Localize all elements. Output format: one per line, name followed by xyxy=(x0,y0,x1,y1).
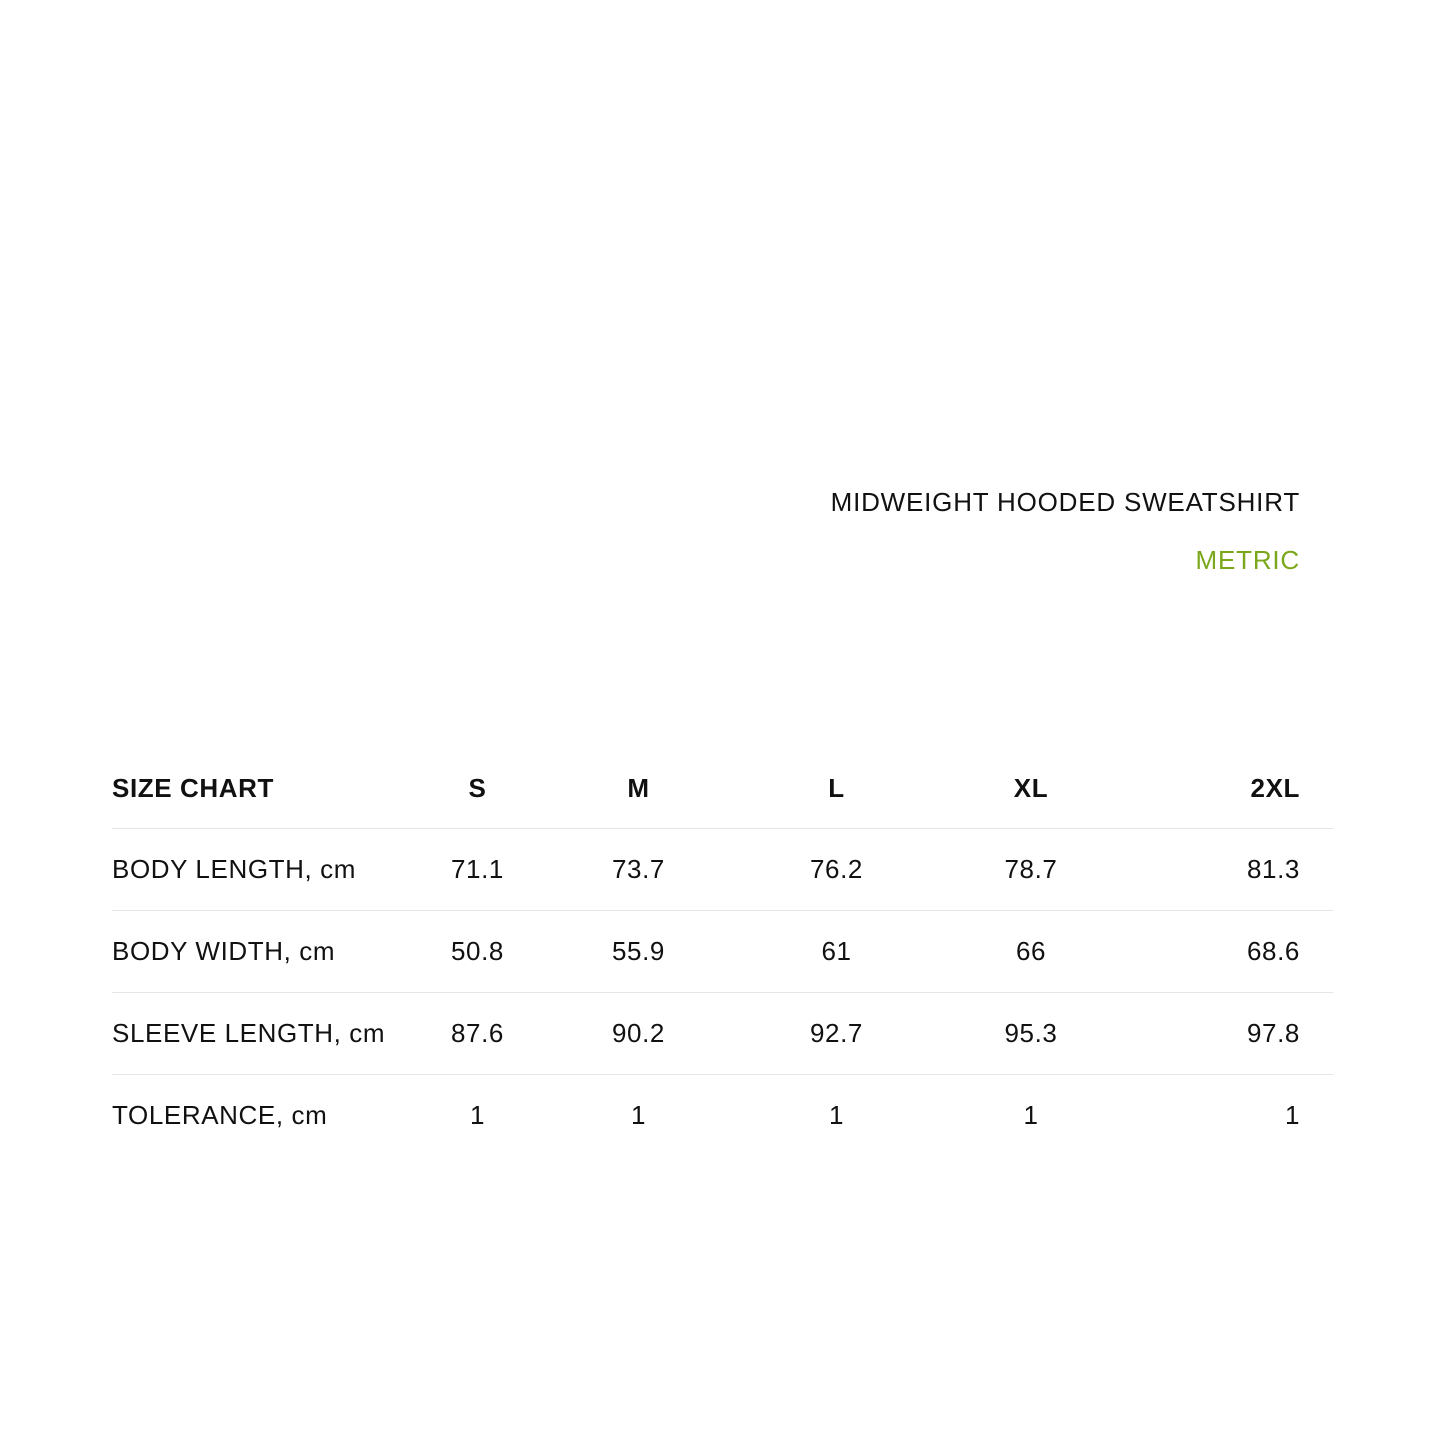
size-header-s: S xyxy=(417,748,538,829)
row-label: BODY LENGTH, cm xyxy=(112,829,417,911)
table-cell: 55.9 xyxy=(538,911,739,993)
size-chart-heading: SIZE CHART xyxy=(112,748,417,829)
product-title: MIDWEIGHT HOODED SWEATSHIRT xyxy=(830,487,1300,517)
product-header xyxy=(831,484,1300,578)
table-cell: 68.6 xyxy=(1128,911,1333,993)
size-chart-table xyxy=(112,748,1333,1156)
table-cell: 1 xyxy=(1023,1100,1039,1130)
table-cell: 71.1 xyxy=(417,829,538,911)
row-label: TOLERANCE, cm xyxy=(112,1100,328,1130)
table-cell: 66 xyxy=(934,911,1128,993)
table-cell: 1 xyxy=(469,1100,486,1130)
table-cell: 92.7 xyxy=(739,993,934,1075)
table-cell: 87.6 xyxy=(417,993,538,1075)
table-cell: 90.2 xyxy=(538,993,739,1075)
table-header-row xyxy=(112,748,1333,829)
table-cell: 50.8 xyxy=(417,911,538,993)
table-cell: 97.8 xyxy=(1128,993,1333,1075)
size-header-l: L xyxy=(739,748,934,829)
table-row xyxy=(112,993,1333,1075)
size-header-2xl: 2XL xyxy=(1128,748,1333,829)
table-cell: 61 xyxy=(739,911,934,993)
row-label: SLEEVE LENGTH, cm xyxy=(112,993,417,1075)
table-cell: 81.3 xyxy=(1128,829,1333,911)
table-cell: 78.7 xyxy=(934,829,1128,911)
unit-label-metric: METRIC xyxy=(1195,545,1300,575)
size-header-m: M xyxy=(538,748,739,829)
table-row xyxy=(112,829,1333,911)
table-cell: 1 xyxy=(630,1100,647,1130)
table-cell: 1 xyxy=(828,1100,845,1130)
table-cell: 73.7 xyxy=(538,829,739,911)
table-cell: 1 xyxy=(1284,1100,1300,1130)
table-cell: 95.3 xyxy=(934,993,1128,1075)
row-label: BODY WIDTH, cm xyxy=(112,911,417,993)
table-row xyxy=(112,1075,1333,1157)
table-cell: 76.2 xyxy=(739,829,934,911)
size-header-xl: XL xyxy=(934,748,1128,829)
table-row xyxy=(112,911,1333,993)
